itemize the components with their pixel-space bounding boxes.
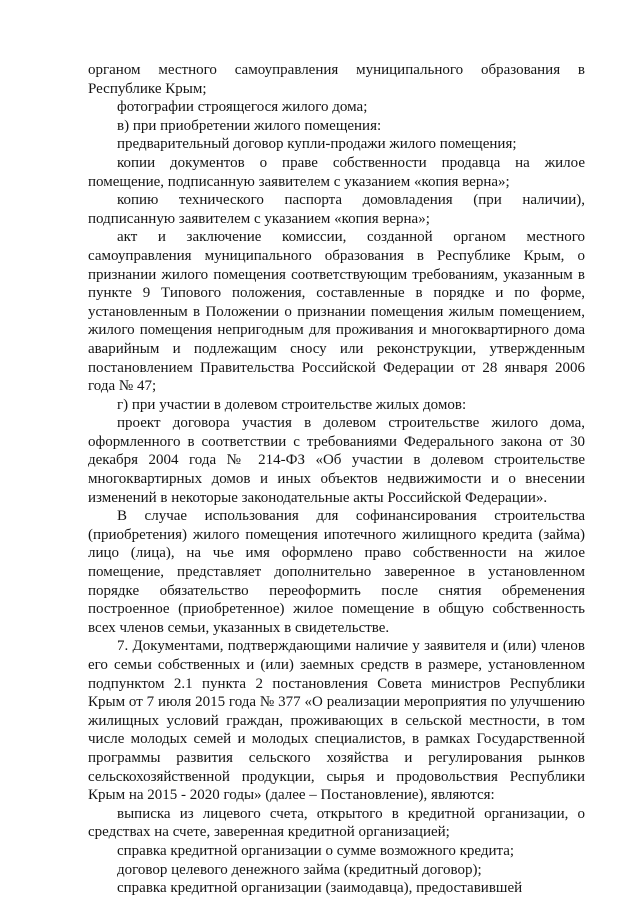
paragraph-commission-act: акт и заключение комиссии, созданной органом местного самоуправления муниципального образования в Республике Крым, о признании жилого помещения соответствующим требованиям, указанным в пункте 9 Типового положения, составленные в порядке и по форме, установленным в Положении о признании помещения жилым помещением, жилого помещения непригодным для проживания и многоквартирного дома аварийным и подлежащим сносу или реконструкции, утвержденным постановлением Правительства Российской Федерации от 28 января 2006 года № 47; bbox=[88, 229, 585, 395]
paragraph-credit-amount: справка кредитной организации о сумме возможного кредита; bbox=[117, 842, 515, 859]
paragraph-loan-agreement: договор целевого денежного займа (кредитный договор); bbox=[117, 861, 482, 878]
paragraph-house-photos: фотографии строящегося жилого дома; bbox=[117, 99, 368, 116]
paragraph-preliminary-contract: предварительный договор купли-продажи жилого помещения; bbox=[117, 136, 517, 153]
paragraph-lender-certificate: справка кредитной организации (заимодавца), предоставившей bbox=[117, 880, 523, 897]
paragraph-technical-passport: копию технического паспорта домовладения (при наличии), подписанную заявителем с указанием «копия верна»; bbox=[88, 192, 585, 227]
paragraph-ownership-copies: копии документов о праве собственности продавца на жилое помещение, подписанную заявителем с указанием «копия верна»; bbox=[88, 154, 585, 190]
paragraph-local-authority: органом местного самоуправления муниципального образования в Республике Крым; bbox=[88, 62, 585, 97]
document-page bbox=[88, 61, 585, 898]
paragraph-item-7: 7. Документами, подтверждающими наличие у заявителя и (или) членов его семьи собственных и (или) заемных средств в размере, установленном подпунктом 2.1 пункта 2 постановления Совета министров Республики Крым от 7 июля 2015 года № 377 «О реализации мероприятия по улучшению жилищных условий граждан, проживающих в сельской местности, в том числе молодых семей и молодых специалистов, в рамках Государственной программы развития сельского хозяйства и регулирования рынков сельскохозяйственной продукции, сырья и продовольствия Республики Крым на 2015 - 2020 годы» (далее – Постановление), являются: bbox=[88, 638, 585, 804]
paragraph-item-v-heading: в) при приобретении жилого помещения: bbox=[117, 117, 382, 134]
paragraph-mortgage-case: В случае использования для софинансирования строительства (приобретения) жилого помещения ипотечного жилищного кредита (займа) лицо (лица), на чье имя оформлено право собственности на жилое помещение, представляет дополнительно заверенное в установленном порядке обязательство переоформить после снятия обременения построенное (приобретенное) жилое помещение в общую собственность всех членов семьи, указанных в свидетельстве. bbox=[88, 508, 585, 636]
paragraph-equity-contract: проект договора участия в долевом строительстве жилого дома, оформленного в соответствии с требованиями Федерального закона от 30 декабря 2004 года № 214-ФЗ «Об участии в долевом строительстве многоквартирных домов и иных объектов недвижимости и о внесении изменений в некоторые законодательные акты Российской Федерации». bbox=[88, 415, 585, 506]
paragraph-account-statement: выписка из лицевого счета, открытого в кредитной организации, о средствах на счете, заверенная кредитной организацией; bbox=[88, 805, 585, 841]
paragraph-item-g-heading: г) при участии в долевом строительстве жилых домов: bbox=[117, 396, 467, 413]
